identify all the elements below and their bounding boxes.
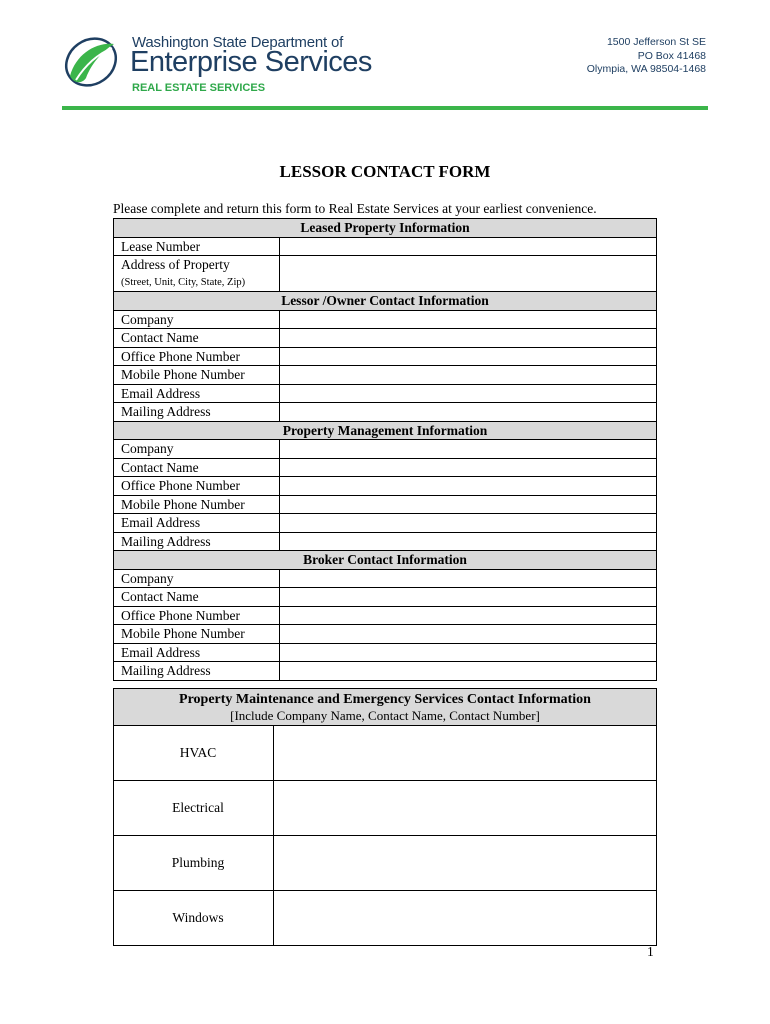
field-label: Plumbing — [114, 836, 274, 891]
table-row — [114, 347, 657, 366]
broker-office-phone-field[interactable] — [280, 606, 657, 625]
field-label: Contact Name — [114, 329, 280, 348]
section-heading: Property Management Information — [114, 421, 657, 440]
table-row — [114, 495, 657, 514]
field-label: Company — [114, 310, 280, 329]
table-row — [114, 569, 657, 588]
lessor-contact-name-field[interactable] — [280, 329, 657, 348]
field-label: Email Address — [114, 514, 280, 533]
property-address-field[interactable] — [280, 256, 657, 292]
table-row — [114, 310, 657, 329]
table-row — [114, 836, 657, 891]
address-line: 1500 Jefferson St SE — [606, 36, 706, 48]
section-heading-row — [114, 292, 657, 311]
form-title: LESSOR CONTACT FORM — [279, 162, 491, 181]
field-label: Mailing Address — [114, 532, 280, 551]
lessor-email-field[interactable] — [280, 384, 657, 403]
header-divider — [62, 106, 708, 110]
table-row — [114, 514, 657, 533]
contact-info-table — [113, 218, 657, 681]
section-heading-row — [114, 551, 657, 570]
table-row — [114, 781, 657, 836]
section-heading-row — [114, 219, 657, 238]
field-note: (Street, Unit, City, State, Zip) — [114, 274, 280, 292]
field-label: Company — [114, 440, 280, 459]
table-row — [114, 625, 657, 644]
section-heading: Leased Property Information — [114, 219, 657, 238]
section-subheading: [Include Company Name, Contact Name, Contact Number] — [230, 707, 540, 723]
lessor-office-phone-field[interactable] — [280, 347, 657, 366]
form-instructions: Please complete and return this form to Real Estate Services at your earliest convenience. — [113, 201, 597, 216]
pm-office-phone-field[interactable] — [280, 477, 657, 496]
table-row — [114, 384, 657, 403]
field-label: Company — [114, 569, 280, 588]
field-label: Mobile Phone Number — [114, 366, 280, 385]
section-heading-row — [114, 421, 657, 440]
section-heading: Property Maintenance and Emergency Services Contact Information — [179, 691, 591, 707]
table-row — [114, 366, 657, 385]
table-row — [114, 440, 657, 459]
address-line: Olympia, WA 98504-1468 — [586, 63, 706, 75]
field-label: Mobile Phone Number — [114, 625, 280, 644]
page-number: 1 — [647, 944, 654, 959]
section-heading-row — [114, 689, 657, 726]
broker-email-field[interactable] — [280, 643, 657, 662]
leaf-swoosh-icon — [62, 34, 120, 90]
pm-contact-name-field[interactable] — [280, 458, 657, 477]
section-heading: Lessor /Owner Contact Information — [114, 292, 657, 311]
table-row — [114, 532, 657, 551]
table-row — [114, 403, 657, 422]
field-label: Email Address — [114, 643, 280, 662]
table-row — [114, 662, 657, 681]
electrical-contact-field[interactable] — [274, 781, 657, 836]
broker-mobile-phone-field[interactable] — [280, 625, 657, 644]
field-label: Mailing Address — [114, 662, 280, 681]
logo-division-name: REAL ESTATE SERVICES — [132, 82, 266, 94]
hvac-contact-field[interactable] — [274, 726, 657, 781]
field-label: HVAC — [114, 726, 274, 781]
table-row — [114, 458, 657, 477]
field-label: Office Phone Number — [114, 477, 280, 496]
pm-email-field[interactable] — [280, 514, 657, 533]
maintenance-heading-cell — [114, 689, 657, 726]
table-row — [114, 256, 657, 274]
pm-company-field[interactable] — [280, 440, 657, 459]
lessor-company-field[interactable] — [280, 310, 657, 329]
broker-contact-name-field[interactable] — [280, 588, 657, 607]
pm-mobile-phone-field[interactable] — [280, 495, 657, 514]
broker-company-field[interactable] — [280, 569, 657, 588]
table-row — [114, 237, 657, 256]
mailing-address-block — [587, 36, 706, 77]
field-label: Lease Number — [114, 237, 280, 256]
field-label: Contact Name — [114, 458, 280, 477]
pm-mailing-address-field[interactable] — [280, 532, 657, 551]
maintenance-contacts-table — [113, 688, 657, 946]
field-label: Contact Name — [114, 588, 280, 607]
table-row — [114, 891, 657, 946]
field-label: Electrical — [114, 781, 274, 836]
table-row — [114, 588, 657, 607]
field-label: Email Address — [114, 384, 280, 403]
table-row — [114, 726, 657, 781]
field-label: Address of Property — [114, 256, 280, 274]
field-label: Office Phone Number — [114, 606, 280, 625]
section-heading: Broker Contact Information — [114, 551, 657, 570]
field-label: Mailing Address — [114, 403, 280, 422]
field-label: Mobile Phone Number — [114, 495, 280, 514]
windows-contact-field[interactable] — [274, 891, 657, 946]
table-row — [114, 329, 657, 348]
table-row — [114, 606, 657, 625]
lease-number-field[interactable] — [280, 237, 657, 256]
field-label: Office Phone Number — [114, 347, 280, 366]
table-row — [114, 643, 657, 662]
letterhead — [62, 30, 712, 110]
logo-agency-name: Enterprise Services — [130, 46, 372, 78]
table-row — [114, 477, 657, 496]
broker-mailing-address-field[interactable] — [280, 662, 657, 681]
field-label: Windows — [114, 891, 274, 946]
address-line: PO Box 41468 — [637, 49, 706, 62]
plumbing-contact-field[interactable] — [274, 836, 657, 891]
lessor-mobile-phone-field[interactable] — [280, 366, 657, 385]
logo-department-text: Washington State Department of — [132, 34, 344, 51]
lessor-mailing-address-field[interactable] — [280, 403, 657, 422]
